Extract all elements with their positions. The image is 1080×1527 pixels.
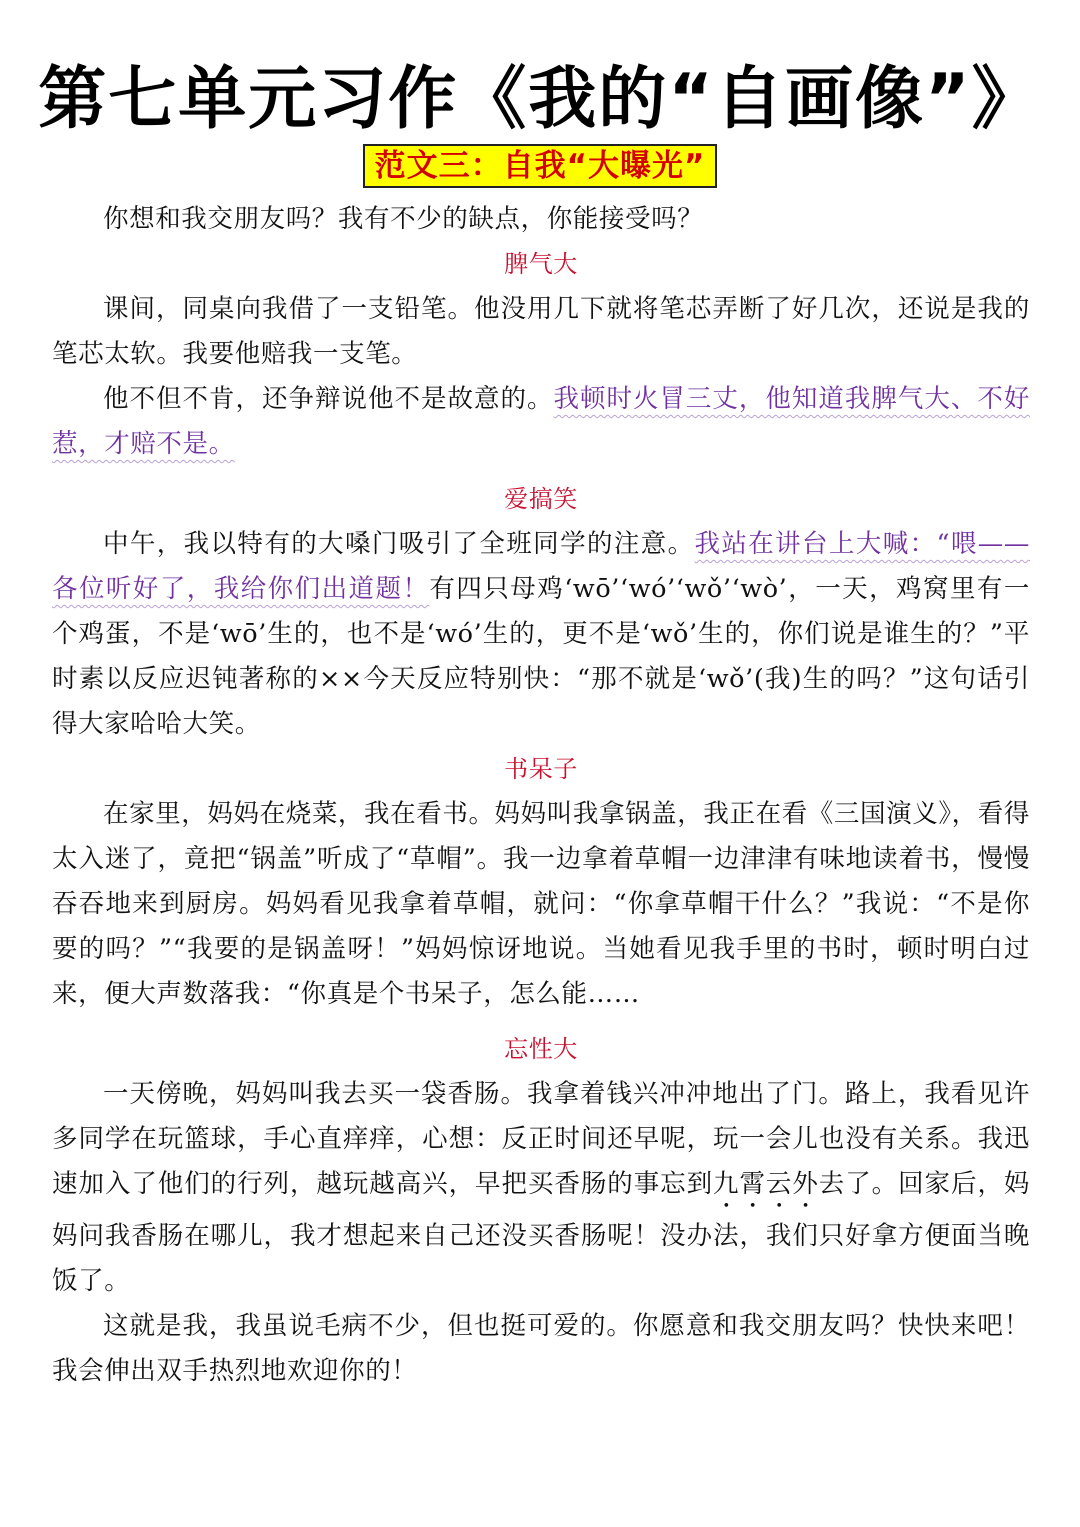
section-heading-funny: 爱搞笑 [504, 485, 578, 513]
funny-text-a: 中午，我以特有的大嗓门吸引了全班同学的注意。 [103, 529, 695, 559]
funny-text-b: 有四只母鸡‘wō’‘wó’‘wǒ’‘wò’，一天，鸡窝里有一个鸡蛋，不是‘wō’生的，也不是‘wó’生的，更不是‘wǒ’生的，你们说是谁生的？”平时素以反应迟钝著称的××今天反应特别快：“那不就是‘wǒ’(我)生的吗？”这句话引得大家哈哈大笑。 [52, 574, 1030, 739]
forgetful-paragraph [52, 1072, 1030, 1304]
forgetful-dotted-idiom: 九霄云外 [713, 1169, 819, 1199]
funny-highlight: 我站在讲台上大喊：“喂——各位听好了，我给你们出道题！ [52, 529, 1031, 604]
subtitle-badge: 范文三：自我“大曝光” [363, 144, 718, 188]
intro-paragraph: 你想和我交朋友吗？我有不少的缺点，你能接受吗？ [103, 204, 704, 234]
page-title: 第七单元习作《我的“自画像”》 [38, 60, 1042, 139]
temper-paragraph-1: 课间，同桌向我借了一支铅笔。他没用几下就将笔芯弄断了好几次，还说是我的笔芯太软。我要他赔我一支笔。 [52, 294, 1030, 369]
essay-body [52, 197, 1030, 1394]
forgetful-text-b: 去了。回家后，妈妈问我香肠在哪儿，我才想起来自己还没买香肠呢！没办法，我们只好拿方便面当晚饭了。 [52, 1169, 1030, 1296]
section-heading-bookworm: 书呆子 [504, 755, 578, 783]
bookworm-paragraph: 在家里，妈妈在烧菜，我在看书。妈妈叫我拿锅盖，我正在看《三国演义》，看得太入迷了，竟把“锅盖”听成了“草帽”。我一边拿着草帽一边津津有味地读着书，慢慢吞吞地来到厨房。妈妈看见我拿着草帽，就问：“你拿草帽干什么？”我说：“不是你要的吗？”“我要的是锅盖呀！”妈妈惊讶地说。当她看见我手里的书时，顿时明白过来，便大声数落我：“你真是个书呆子，怎么能…… [52, 799, 1030, 1009]
funny-paragraph [52, 522, 1030, 747]
temper-highlight: 我顿时火冒三丈，他知道我脾气大、不好惹，才赔不是。 [52, 384, 1030, 459]
subtitle-container [0, 144, 1080, 188]
conclusion-paragraph: 这就是我，我虽说毛病不少，但也挺可爱的。你愿意和我交朋友吗？快快来吧！我会伸出双手热烈地欢迎你的！ [52, 1311, 1030, 1386]
forgetful-text-a: 一天傍晚，妈妈叫我去买一袋香肠。我拿着钱兴冲冲地出了门。路上，我看见许多同学在玩篮球，手心直痒痒，心想：反正时间还早呢，玩一会儿也没有关系。我迅速加入了他们的行列，越玩越高兴，早把买香肠的事忘到 [52, 1079, 1030, 1199]
section-heading-temper: 脾气大 [504, 250, 578, 278]
section-heading-forgetful: 忘性大 [504, 1035, 578, 1063]
temper-text: 他不但不肯，还争辩说他不是故意的。 [103, 384, 554, 414]
temper-paragraph-2 [52, 377, 1030, 467]
